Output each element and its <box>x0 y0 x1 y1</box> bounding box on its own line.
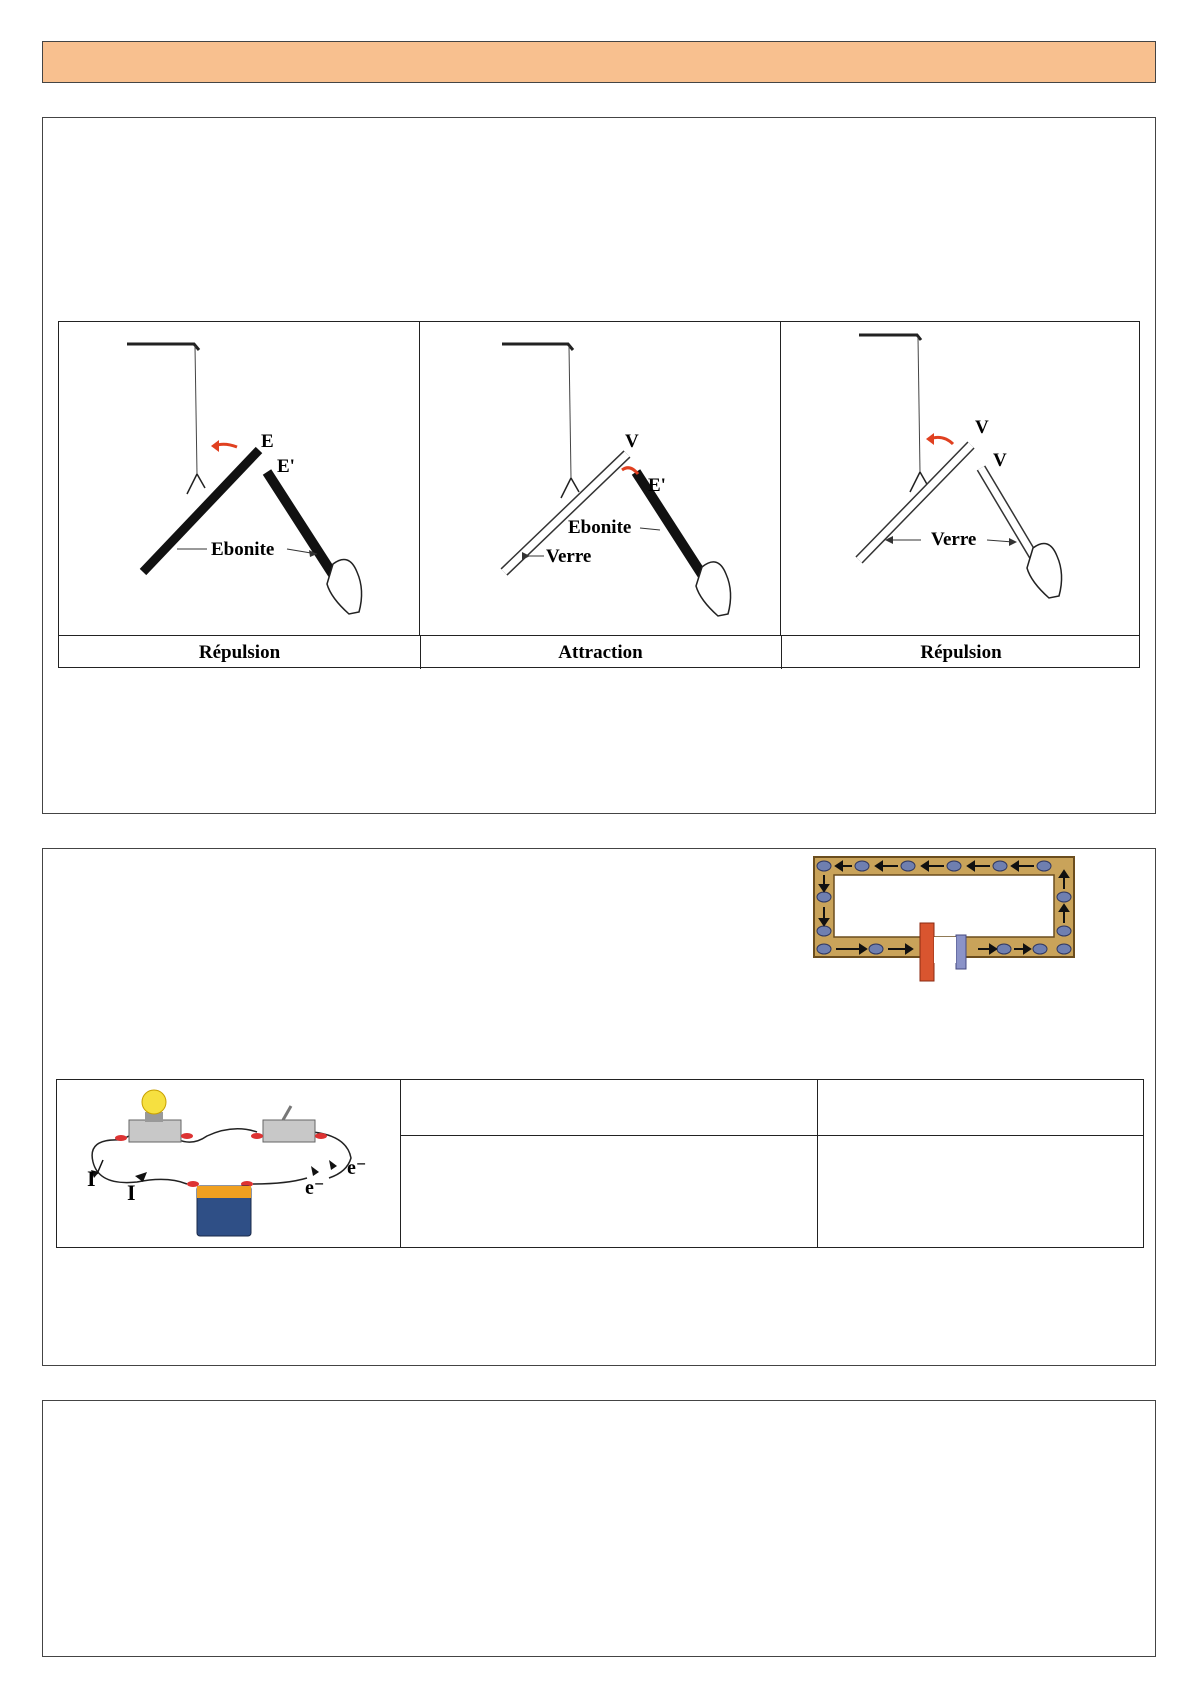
experiment-illustration-2 <box>420 322 780 635</box>
label-ebonite: Ebonite <box>211 539 275 560</box>
experiment-illustration-3 <box>781 322 1141 635</box>
label-v-1: V <box>975 417 989 438</box>
title-bar <box>42 41 1156 83</box>
experiments-result-row <box>59 635 1139 669</box>
label-e-prime: E' <box>648 475 666 496</box>
experiment-illustration-1 <box>59 322 419 635</box>
label-v-2: V <box>993 450 1007 471</box>
label-e: E <box>261 431 274 452</box>
result-label-3: Répulsion <box>920 642 1002 663</box>
current-label-1: I <box>87 1166 96 1191</box>
label-e-prime: E' <box>277 456 295 477</box>
label-ebonite: Ebonite <box>568 517 632 538</box>
section-bottom <box>42 1400 1156 1657</box>
circuit-illustration <box>57 1080 400 1247</box>
electron-flow-diagram <box>808 853 1084 983</box>
experiments-table <box>58 321 1140 668</box>
circuit-image-cell <box>57 1080 401 1247</box>
label-verre: Verre <box>546 546 592 567</box>
experiment-cell-2 <box>420 322 781 635</box>
result-label-1: Répulsion <box>59 636 421 669</box>
circuit-table-cell-body-2 <box>818 1136 1143 1247</box>
circuit-table-cell-body-1 <box>401 1136 818 1247</box>
result-label-2: Attraction <box>420 636 782 669</box>
label-v: V <box>625 431 639 452</box>
current-label-2: I <box>127 1180 136 1205</box>
label-verre: Verre <box>931 529 977 550</box>
circuit-table <box>56 1079 1144 1248</box>
circuit-table-cell-header-2 <box>818 1080 1143 1136</box>
electron-label-1: e⁻ <box>305 1177 325 1199</box>
experiment-cell-3 <box>781 322 1141 635</box>
experiment-cell-1 <box>59 322 420 635</box>
electron-label-2: e⁻ <box>347 1157 367 1179</box>
circuit-table-cell-header-1 <box>401 1080 818 1136</box>
